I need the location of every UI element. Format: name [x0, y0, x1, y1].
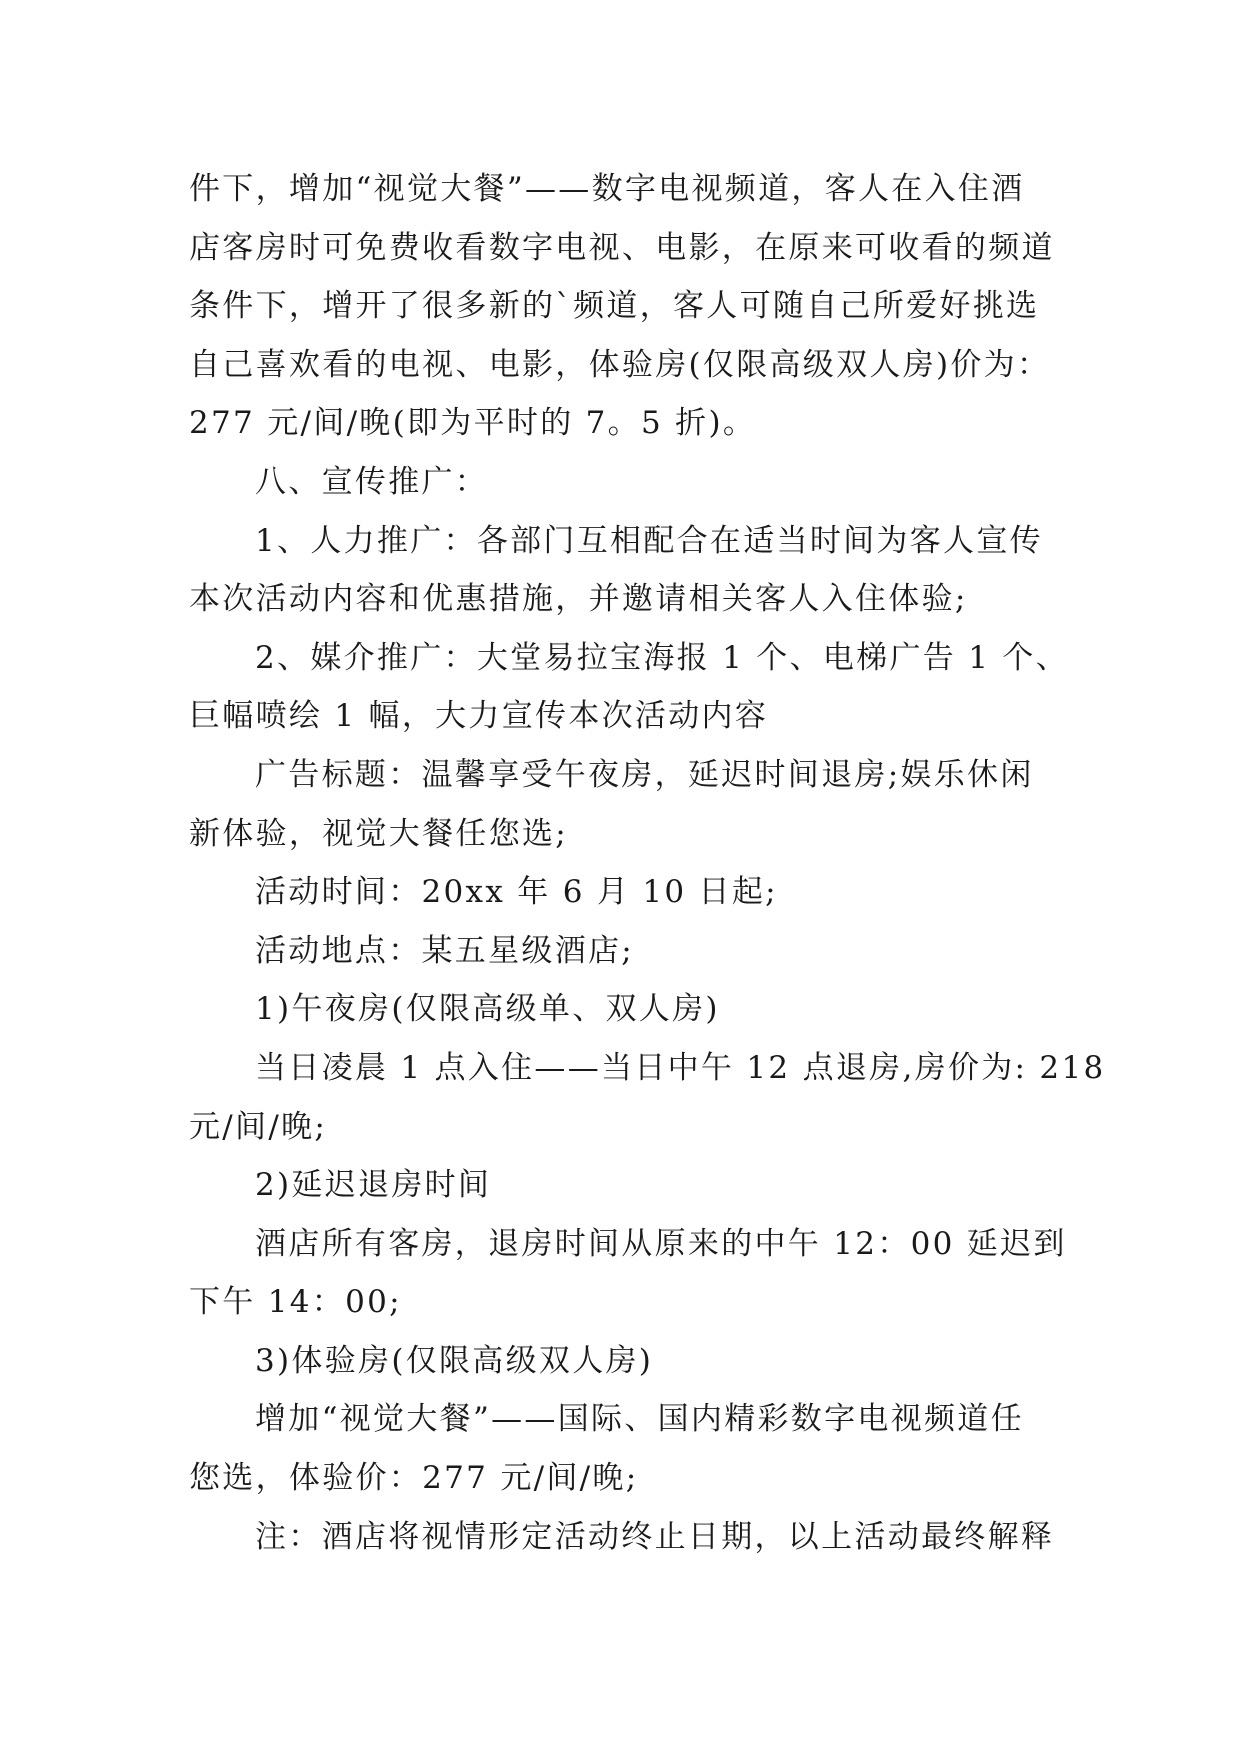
text-line: 1、人力推广：各部门互相配合在适当时间为客人宣传 — [255, 522, 1043, 559]
text-line: 您选，体验价：277 元/间/晚; — [189, 1460, 639, 1497]
text-line: 元/间/晚; — [189, 1108, 328, 1145]
text-line: 2、媒介推广：大堂易拉宝海报 1 个、电梯广告 1 个、 — [255, 639, 1069, 676]
text-line: 活动地点：某五星级酒店; — [255, 932, 635, 969]
text-line: 注：酒店将视情形定活动终止日期，以上活动最终解释 — [255, 1518, 1055, 1555]
text-line: 件下，增加“视觉大餐”——数字电视频道，客人在入住酒 — [189, 171, 1025, 207]
text-line: 3)体验房(仅限高级双人房) — [255, 1342, 654, 1379]
text-line: 277 元/间/晚(即为平时的 7。5 折)。 — [189, 405, 757, 442]
text-line: 自己喜欢看的电视、电影，体验房(仅限高级双人房)价为： — [189, 346, 1051, 383]
text-line: 条件下，增开了很多新的`频道，客人可随自己所爱好挑选 — [189, 288, 1040, 325]
text-line: 新体验，视觉大餐任您选; — [189, 815, 569, 852]
section-heading: 八、宣传推广： — [255, 463, 489, 500]
text-line: 增加“视觉大餐”——国际、国内精彩数字电视频道任 — [255, 1401, 1024, 1438]
text-line: 2)延迟退房时间 — [255, 1167, 492, 1204]
document-body — [189, 160, 1106, 1566]
text-line: 当日凌晨 1 点入住——当日中午 12 点退房,房价为: 218 — [255, 1049, 1106, 1086]
text-line: 本次活动内容和优惠措施，并邀请相关客人入住体验; — [189, 581, 968, 618]
text-line: 广告标题：温馨享受午夜房，延迟时间退房;娱乐休闲 — [255, 756, 1034, 793]
text-line: 酒店所有客房，退房时间从原来的中午 12：00 延迟到 — [255, 1225, 1067, 1262]
text-line: 1)午夜房(仅限高级单、双人房) — [255, 991, 720, 1028]
text-line: 下午 14：00; — [189, 1284, 402, 1321]
text-line: 活动时间：20xx 年 6 月 10 日起; — [255, 874, 778, 911]
text-line: 店客房时可免费收看数字电视、电影，在原来可收看的频道 — [189, 229, 1055, 266]
text-line: 巨幅喷绘 1 幅，大力宣传本次活动内容 — [189, 698, 769, 735]
